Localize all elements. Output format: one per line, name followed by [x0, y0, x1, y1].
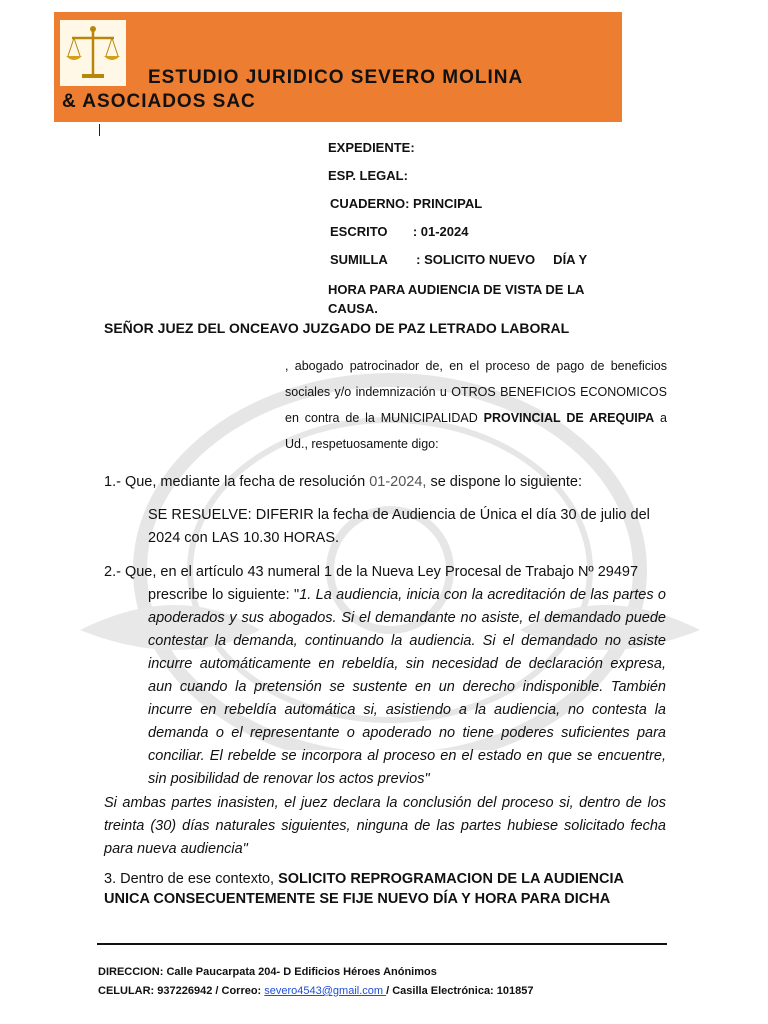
footer-casilla: / Casilla Electrónica: 101857: [386, 985, 534, 997]
addressee: SEÑOR JUEZ DEL ONCEAVO JUZGADO DE PAZ LETRADO LABORAL: [104, 320, 570, 336]
point-2-prescribe: prescribe lo siguiente: ": [148, 587, 300, 603]
point-2-body: [104, 584, 666, 791]
footer-contact: [98, 982, 698, 1001]
esp-legal-label: ESP. LEGAL:: [328, 168, 408, 183]
intro-bold: PROVINCIAL DE AREQUIPA: [483, 411, 655, 425]
firm-name-line1: ESTUDIO JURIDICO SEVERO MOLINA: [148, 67, 524, 88]
footer: [98, 963, 698, 1001]
intro-text-1: , abogado patrocinador de, en el proceso de pago de beneficios sociales y/o indemnización u OTROS BENEFICIOS ECONOMICOS en contra de la MUNICIPALIDAD: [285, 359, 667, 425]
footer-phone: CELULAR: 937226942 / Correo:: [98, 985, 265, 997]
firm-name: [62, 66, 622, 114]
ambas-paragraph: Si ambas partes inasisten, el juez declara la conclusión del proceso si, dentro de los treinta (30) días naturales siguientes, ninguna de las partes hubiese solicitado fecha para nueva audiencia": [104, 795, 666, 857]
text-cursor: [99, 124, 100, 136]
point-3-request: SOLICITO REPROGRAMACION DE LA AUDIENCIA UNICA CONSECUENTEMENTE SE FIJE NUEVO DÍA Y HORA PARA DICHA: [104, 871, 624, 907]
email-link[interactable]: severo4543@gmail.com: [264, 985, 387, 997]
point-3-pre: 3. Dentro de ese contexto,: [104, 871, 279, 887]
point-1: [104, 471, 664, 494]
intro-paragraph: [285, 353, 667, 457]
sumilla-continuation-1: HORA PARA AUDIENCIA DE VISTA DE LA: [328, 282, 585, 297]
resolution-number: 01-2024,: [369, 474, 427, 490]
point-2-lead: 2.- Que, en el artículo 43 numeral 1 de la Nueva Ley Procesal de Trabajo Nº 29497: [104, 564, 639, 580]
resuelve-paragraph: SE RESUELVE: DIFERIR la fecha de Audiencia de Única el día 30 de julio del 2024 con LAS 10.30 HORAS.: [148, 507, 650, 546]
law-quote: 1. La audiencia, inicia con la acreditación de las partes o apoderados y sus abogados. Si el demandante no asiste, el demandado puede contestar la demanda, continuando la audiencia. Si el demandado no asiste incurre automáticamente en rebeldía, sin necesidad de declaración expresa, aun cuando la pretensión se sustente en un derecho indisponible. También incurre en rebeldía automática si, asistiendo a la audiencia, no contesta la demanda o el representante o apoderado no tiene poderes suficientes para conciliar. El rebelde se incorpora al proceso en el estado en que se encuentre, sin posibilidad de renovar los actos previos": [148, 587, 666, 787]
point-1-post: se dispone lo siguiente:: [426, 474, 583, 490]
footer-address: DIRECCION: Calle Paucarpata 204- D Edificios Héroes Anónimos: [98, 966, 437, 978]
point-3: [104, 869, 644, 909]
expediente-label: EXPEDIENTE:: [328, 140, 415, 155]
sumilla-label: SUMILLA : SOLICITO NUEVO DÍA Y: [330, 252, 588, 267]
escrito-label: ESCRITO : 01-2024: [330, 224, 469, 239]
footer-divider: [97, 943, 667, 945]
point-1-pre: 1.- Que, mediante la fecha de resolución: [104, 474, 370, 490]
sumilla-continuation-2: CAUSA.: [328, 301, 378, 316]
cuaderno-label: CUADERNO: PRINCIPAL: [330, 196, 483, 211]
firm-name-line2: & ASOCIADOS SAC: [62, 91, 256, 112]
point-2: [104, 561, 666, 791]
intro-text-2: a Ud., respetuosamente digo:: [285, 411, 667, 451]
